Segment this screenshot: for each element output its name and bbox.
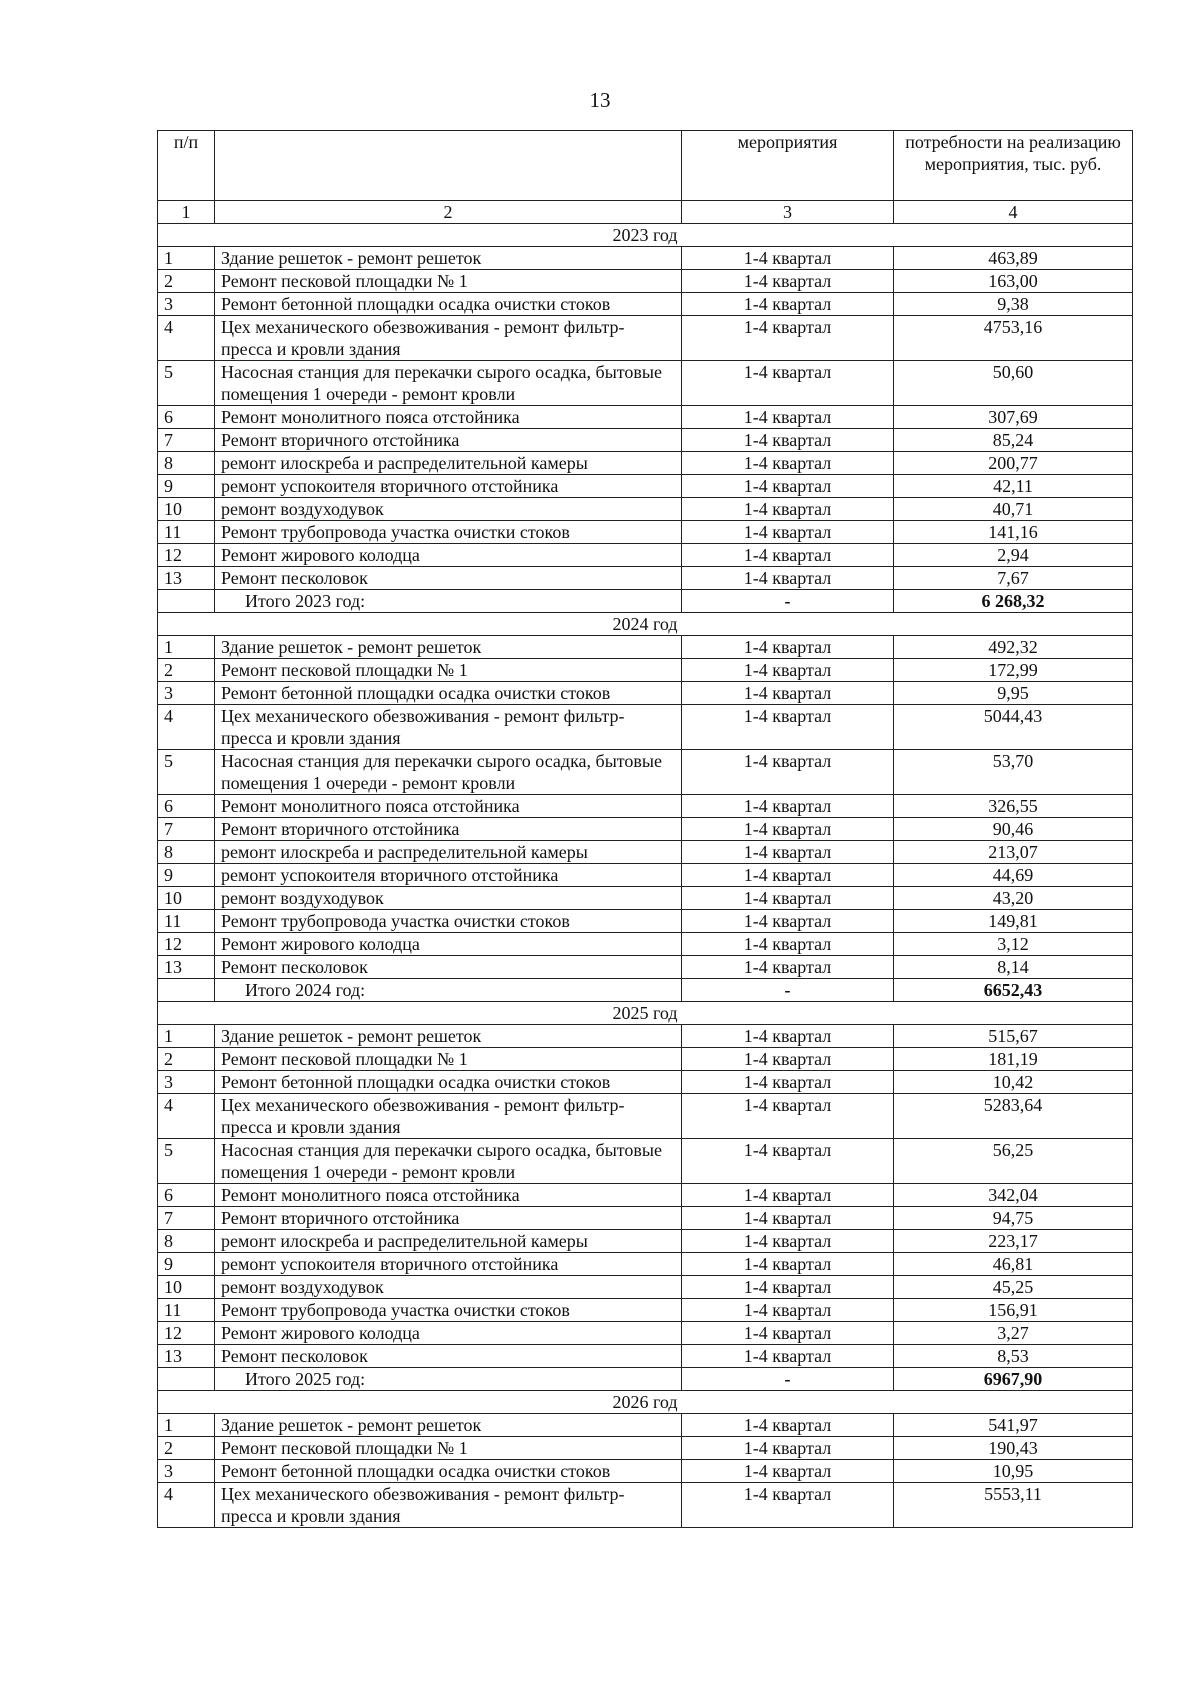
table-row <box>158 1253 1133 1276</box>
row-name: Цех механического обезвоживания - ремонт фильтр-пресса и кровли здания <box>215 1483 682 1528</box>
row-amount: 463,89 <box>894 247 1133 270</box>
row-period: 1-4 квартал <box>682 247 894 270</box>
table-row <box>158 1345 1133 1368</box>
table-row <box>158 406 1133 429</box>
row-name: Ремонт песковой площадки № 1 <box>215 659 682 682</box>
row-name: Ремонт песколовок <box>215 567 682 590</box>
row-number: 9 <box>158 864 215 887</box>
row-number: 7 <box>158 429 215 452</box>
table-row <box>158 956 1133 979</box>
year-heading: 2025 год <box>158 1002 1133 1025</box>
row-period: 1-4 квартал <box>682 1139 894 1184</box>
row-number: 1 <box>158 1025 215 1048</box>
table-row <box>158 544 1133 567</box>
row-period: 1-4 квартал <box>682 1253 894 1276</box>
row-name: Ремонт жирового колодца <box>215 1322 682 1345</box>
plan-table <box>157 130 1133 1528</box>
row-number: 6 <box>158 406 215 429</box>
row-name: Ремонт трубопровода участка очистки стоков <box>215 521 682 544</box>
table-row <box>158 521 1133 544</box>
row-name: ремонт воздуходувок <box>215 498 682 521</box>
row-period: 1-4 квартал <box>682 1483 894 1528</box>
row-name: Ремонт песковой площадки № 1 <box>215 270 682 293</box>
total-row <box>158 979 1133 1002</box>
row-amount: 40,71 <box>894 498 1133 521</box>
table-row <box>158 1299 1133 1322</box>
table-row <box>158 1437 1133 1460</box>
row-name: Ремонт бетонной площадки осадка очистки стоков <box>215 1460 682 1483</box>
row-amount: 172,99 <box>894 659 1133 682</box>
row-name: Ремонт трубопровода участка очистки стоков <box>215 910 682 933</box>
row-amount: 156,91 <box>894 1299 1133 1322</box>
row-number: 4 <box>158 1094 215 1139</box>
row-period: 1-4 квартал <box>682 659 894 682</box>
row-name: ремонт успокоителя вторичного отстойника <box>215 475 682 498</box>
row-name: Насосная станция для перекачки сырого осадка, бытовые помещения 1 очереди - ремонт кровли <box>215 750 682 795</box>
row-name: Ремонт жирового колодца <box>215 544 682 567</box>
table-row <box>158 1483 1133 1528</box>
row-name: ремонт успокоителя вторичного отстойника <box>215 1253 682 1276</box>
row-number: 13 <box>158 1345 215 1368</box>
row-number: 2 <box>158 270 215 293</box>
table-row <box>158 818 1133 841</box>
row-number: 13 <box>158 956 215 979</box>
row-name: ремонт илоскреба и распределительной камеры <box>215 841 682 864</box>
row-number: 9 <box>158 475 215 498</box>
row-period: 1-4 квартал <box>682 567 894 590</box>
column-numbers-row <box>158 201 1133 224</box>
row-amount: 5044,43 <box>894 705 1133 750</box>
row-amount: 492,32 <box>894 636 1133 659</box>
table-row <box>158 475 1133 498</box>
row-period: 1-4 квартал <box>682 636 894 659</box>
table-row <box>158 1276 1133 1299</box>
row-amount: 8,53 <box>894 1345 1133 1368</box>
total-empty-cell <box>158 1368 215 1391</box>
row-name: Ремонт трубопровода участка очистки стоков <box>215 1299 682 1322</box>
table-row <box>158 1048 1133 1071</box>
row-period: 1-4 квартал <box>682 887 894 910</box>
row-number: 7 <box>158 1207 215 1230</box>
row-period: 1-4 квартал <box>682 1414 894 1437</box>
row-amount: 50,60 <box>894 361 1133 406</box>
row-number: 9 <box>158 1253 215 1276</box>
row-period: 1-4 квартал <box>682 1230 894 1253</box>
row-number: 4 <box>158 316 215 361</box>
table-row <box>158 1460 1133 1483</box>
total-period: - <box>682 1368 894 1391</box>
row-period: 1-4 квартал <box>682 1276 894 1299</box>
row-number: 10 <box>158 887 215 910</box>
row-number: 4 <box>158 705 215 750</box>
row-period: 1-4 квартал <box>682 910 894 933</box>
row-amount: 5553,11 <box>894 1483 1133 1528</box>
table-row <box>158 361 1133 406</box>
row-amount: 53,70 <box>894 750 1133 795</box>
total-empty-cell <box>158 979 215 1002</box>
row-name: Ремонт вторичного отстойника <box>215 429 682 452</box>
row-period: 1-4 квартал <box>682 750 894 795</box>
row-name: Ремонт жирового колодца <box>215 933 682 956</box>
row-name: Ремонт бетонной площадки осадка очистки стоков <box>215 293 682 316</box>
row-number: 6 <box>158 795 215 818</box>
table-row <box>158 247 1133 270</box>
total-period: - <box>682 590 894 613</box>
row-amount: 223,17 <box>894 1230 1133 1253</box>
row-name: Ремонт песколовок <box>215 956 682 979</box>
row-number: 3 <box>158 1071 215 1094</box>
row-name: Здание решеток - ремонт решеток <box>215 636 682 659</box>
row-amount: 326,55 <box>894 795 1133 818</box>
row-number: 6 <box>158 1184 215 1207</box>
table-row <box>158 1025 1133 1048</box>
row-amount: 56,25 <box>894 1139 1133 1184</box>
row-name: Ремонт монолитного пояса отстойника <box>215 406 682 429</box>
row-name: Ремонт бетонной площадки осадка очистки стоков <box>215 682 682 705</box>
row-number: 4 <box>158 1483 215 1528</box>
row-period: 1-4 квартал <box>682 316 894 361</box>
table-row <box>158 429 1133 452</box>
year-section-row <box>158 1391 1133 1414</box>
row-name: Ремонт бетонной площадки осадка очистки стоков <box>215 1071 682 1094</box>
row-period: 1-4 квартал <box>682 1071 894 1094</box>
row-amount: 5283,64 <box>894 1094 1133 1139</box>
table-row <box>158 293 1133 316</box>
row-name: Ремонт монолитного пояса отстойника <box>215 795 682 818</box>
row-number: 1 <box>158 247 215 270</box>
row-amount: 213,07 <box>894 841 1133 864</box>
total-amount: 6967,90 <box>894 1368 1133 1391</box>
table-row <box>158 933 1133 956</box>
header-amount: потребности на реализацию мероприятия, тыс. руб. <box>894 131 1133 201</box>
row-name: Ремонт песколовок <box>215 1345 682 1368</box>
row-period: 1-4 квартал <box>682 521 894 544</box>
total-row <box>158 590 1133 613</box>
table-row <box>158 1139 1133 1184</box>
page-number: 13 <box>589 88 611 112</box>
row-amount: 181,19 <box>894 1048 1133 1071</box>
table-row <box>158 1071 1133 1094</box>
row-period: 1-4 квартал <box>682 933 894 956</box>
row-amount: 43,20 <box>894 887 1133 910</box>
row-number: 10 <box>158 1276 215 1299</box>
row-period: 1-4 квартал <box>682 498 894 521</box>
row-name: Ремонт песковой площадки № 1 <box>215 1437 682 1460</box>
total-label: Итого 2025 год: <box>215 1368 682 1391</box>
row-period: 1-4 квартал <box>682 544 894 567</box>
row-amount: 46,81 <box>894 1253 1133 1276</box>
row-number: 1 <box>158 1414 215 1437</box>
row-amount: 141,16 <box>894 521 1133 544</box>
row-number: 5 <box>158 750 215 795</box>
row-number: 10 <box>158 498 215 521</box>
header-period: мероприятия <box>682 131 894 201</box>
row-name: Цех механического обезвоживания - ремонт фильтр-пресса и кровли здания <box>215 316 682 361</box>
row-number: 2 <box>158 1048 215 1071</box>
total-empty-cell <box>158 590 215 613</box>
row-period: 1-4 квартал <box>682 1207 894 1230</box>
row-amount: 10,95 <box>894 1460 1133 1483</box>
row-amount: 4753,16 <box>894 316 1133 361</box>
total-label: Итого 2024 год: <box>215 979 682 1002</box>
row-name: Ремонт вторичного отстойника <box>215 1207 682 1230</box>
table-row <box>158 841 1133 864</box>
row-name: ремонт илоскреба и распределительной камеры <box>215 1230 682 1253</box>
row-amount: 9,95 <box>894 682 1133 705</box>
row-number: 8 <box>158 1230 215 1253</box>
table-body <box>158 224 1133 1528</box>
row-name: ремонт успокоителя вторичного отстойника <box>215 864 682 887</box>
row-number: 2 <box>158 659 215 682</box>
year-section-row <box>158 613 1133 636</box>
row-amount: 307,69 <box>894 406 1133 429</box>
year-section-row <box>158 1002 1133 1025</box>
row-amount: 85,24 <box>894 429 1133 452</box>
total-row <box>158 1368 1133 1391</box>
row-amount: 200,77 <box>894 452 1133 475</box>
table-row <box>158 1184 1133 1207</box>
row-amount: 42,11 <box>894 475 1133 498</box>
row-amount: 515,67 <box>894 1025 1133 1048</box>
row-period: 1-4 квартал <box>682 841 894 864</box>
total-amount: 6652,43 <box>894 979 1133 1002</box>
row-period: 1-4 квартал <box>682 475 894 498</box>
row-period: 1-4 квартал <box>682 795 894 818</box>
row-amount: 342,04 <box>894 1184 1133 1207</box>
row-period: 1-4 квартал <box>682 1460 894 1483</box>
row-number: 11 <box>158 910 215 933</box>
row-amount: 9,38 <box>894 293 1133 316</box>
column-number: 4 <box>894 201 1133 224</box>
row-number: 3 <box>158 293 215 316</box>
total-period: - <box>682 979 894 1002</box>
year-heading: 2024 год <box>158 613 1133 636</box>
table-row <box>158 887 1133 910</box>
row-period: 1-4 квартал <box>682 1322 894 1345</box>
row-amount: 94,75 <box>894 1207 1133 1230</box>
row-number: 2 <box>158 1437 215 1460</box>
total-label: Итого 2023 год: <box>215 590 682 613</box>
row-name: ремонт воздуходувок <box>215 1276 682 1299</box>
row-amount: 7,67 <box>894 567 1133 590</box>
table-row <box>158 1094 1133 1139</box>
row-number: 1 <box>158 636 215 659</box>
table-row <box>158 1230 1133 1253</box>
table-header-row <box>158 131 1133 201</box>
row-amount: 10,42 <box>894 1071 1133 1094</box>
row-period: 1-4 квартал <box>682 1094 894 1139</box>
table-row <box>158 659 1133 682</box>
row-name: Цех механического обезвоживания - ремонт фильтр-пресса и кровли здания <box>215 705 682 750</box>
row-name: ремонт воздуходувок <box>215 887 682 910</box>
table-row <box>158 705 1133 750</box>
row-number: 13 <box>158 567 215 590</box>
row-amount: 45,25 <box>894 1276 1133 1299</box>
table-row <box>158 567 1133 590</box>
table-row <box>158 682 1133 705</box>
row-amount: 190,43 <box>894 1437 1133 1460</box>
row-period: 1-4 квартал <box>682 270 894 293</box>
column-number: 1 <box>158 201 215 224</box>
table-row <box>158 636 1133 659</box>
year-heading: 2026 год <box>158 1391 1133 1414</box>
row-period: 1-4 квартал <box>682 956 894 979</box>
row-period: 1-4 квартал <box>682 406 894 429</box>
year-section-row <box>158 224 1133 247</box>
row-number: 12 <box>158 1322 215 1345</box>
year-heading: 2023 год <box>158 224 1133 247</box>
column-number: 3 <box>682 201 894 224</box>
row-name: Насосная станция для перекачки сырого осадка, бытовые помещения 1 очереди - ремонт кровли <box>215 1139 682 1184</box>
row-period: 1-4 квартал <box>682 1048 894 1071</box>
row-number: 3 <box>158 1460 215 1483</box>
row-amount: 90,46 <box>894 818 1133 841</box>
row-number: 12 <box>158 933 215 956</box>
row-name: Ремонт монолитного пояса отстойника <box>215 1184 682 1207</box>
row-amount: 2,94 <box>894 544 1133 567</box>
row-period: 1-4 квартал <box>682 293 894 316</box>
table-row <box>158 795 1133 818</box>
row-number: 7 <box>158 818 215 841</box>
header-name <box>215 131 682 201</box>
row-name: ремонт илоскреба и распределительной камеры <box>215 452 682 475</box>
row-period: 1-4 квартал <box>682 429 894 452</box>
row-period: 1-4 квартал <box>682 1345 894 1368</box>
row-name: Ремонт песковой площадки № 1 <box>215 1048 682 1071</box>
row-period: 1-4 квартал <box>682 361 894 406</box>
row-amount: 8,14 <box>894 956 1133 979</box>
row-amount: 163,00 <box>894 270 1133 293</box>
row-name: Цех механического обезвоживания - ремонт фильтр-пресса и кровли здания <box>215 1094 682 1139</box>
row-number: 12 <box>158 544 215 567</box>
row-period: 1-4 квартал <box>682 864 894 887</box>
row-amount: 3,12 <box>894 933 1133 956</box>
row-number: 11 <box>158 521 215 544</box>
table-row <box>158 1414 1133 1437</box>
row-name: Здание решеток - ремонт решеток <box>215 1414 682 1437</box>
row-name: Здание решеток - ремонт решеток <box>215 247 682 270</box>
total-amount: 6 268,32 <box>894 590 1133 613</box>
row-name: Здание решеток - ремонт решеток <box>215 1025 682 1048</box>
table-row <box>158 1207 1133 1230</box>
row-amount: 3,27 <box>894 1322 1133 1345</box>
table-row <box>158 270 1133 293</box>
table-row <box>158 910 1133 933</box>
row-period: 1-4 квартал <box>682 1025 894 1048</box>
row-period: 1-4 квартал <box>682 452 894 475</box>
row-amount: 44,69 <box>894 864 1133 887</box>
row-amount: 541,97 <box>894 1414 1133 1437</box>
row-number: 3 <box>158 682 215 705</box>
row-number: 8 <box>158 452 215 475</box>
row-period: 1-4 квартал <box>682 1437 894 1460</box>
row-number: 5 <box>158 361 215 406</box>
table-row <box>158 1322 1133 1345</box>
row-name: Ремонт вторичного отстойника <box>215 818 682 841</box>
table-row <box>158 750 1133 795</box>
row-number: 11 <box>158 1299 215 1322</box>
row-period: 1-4 квартал <box>682 1299 894 1322</box>
row-amount: 149,81 <box>894 910 1133 933</box>
table-row <box>158 452 1133 475</box>
row-period: 1-4 квартал <box>682 1184 894 1207</box>
table-row <box>158 864 1133 887</box>
row-period: 1-4 квартал <box>682 682 894 705</box>
table-row <box>158 316 1133 361</box>
row-period: 1-4 квартал <box>682 705 894 750</box>
row-period: 1-4 квартал <box>682 818 894 841</box>
column-number: 2 <box>215 201 682 224</box>
row-name: Насосная станция для перекачки сырого осадка, бытовые помещения 1 очереди - ремонт кровли <box>215 361 682 406</box>
row-number: 5 <box>158 1139 215 1184</box>
row-number: 8 <box>158 841 215 864</box>
table-row <box>158 498 1133 521</box>
header-number: п/п <box>158 131 215 201</box>
